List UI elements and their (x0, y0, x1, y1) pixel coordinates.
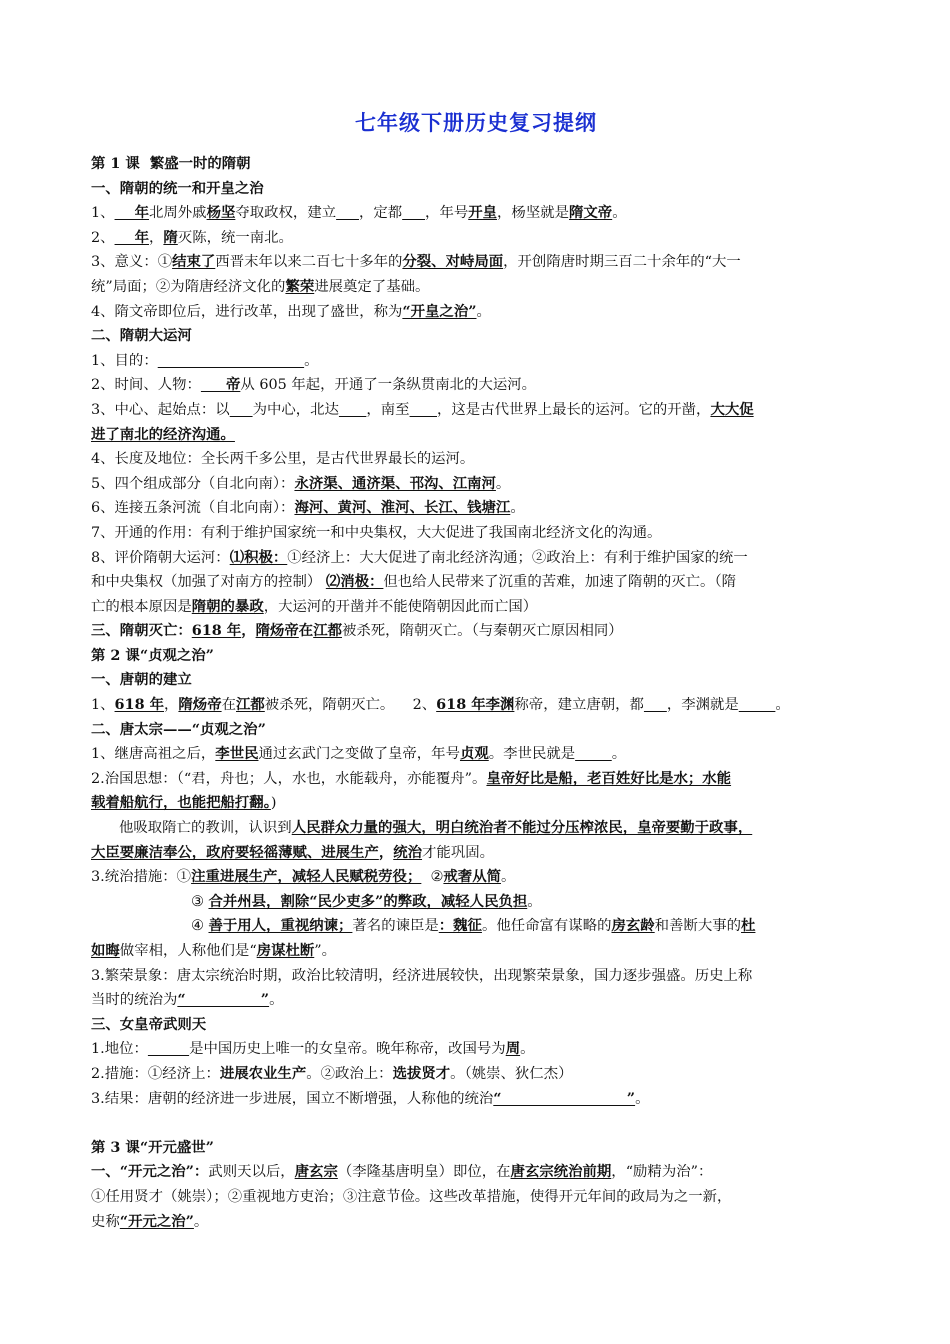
bold-text: 第 2 课“贞观之治” (91, 646, 214, 664)
underlined-text: 进了南北的经济沟通。 (91, 425, 235, 443)
text-line (91, 668, 861, 693)
underlined-text: 分裂、对峙局面 (402, 253, 504, 271)
text-segment: 2.措施：①经济上： (91, 1065, 220, 1082)
text-line (91, 423, 861, 448)
text-segment: 为中心，北达 (252, 401, 339, 418)
text-segment: 在 (221, 697, 236, 714)
underlined-text: “开元之治” (119, 1212, 194, 1230)
document-title: 七年级下册历史复习提纲 (355, 111, 597, 135)
bold-text: 一、唐朝的建立 (91, 671, 192, 689)
text-segment: 史称 (91, 1213, 120, 1230)
text-line (91, 693, 861, 718)
text-segment: 3.统治措施：① (91, 869, 192, 886)
bold-text: 一、“开元之治”： (91, 1163, 209, 1181)
text-segment: 。 (611, 746, 627, 763)
text-segment: 著名的谏臣是 (352, 918, 439, 935)
text-segment: 2、 (91, 229, 115, 246)
text-line (91, 1136, 861, 1161)
text-line (91, 521, 861, 546)
text-line (91, 1037, 861, 1062)
text-line (91, 496, 861, 521)
text-line (91, 152, 861, 177)
text-line (91, 1111, 861, 1136)
text-segment: 1、 (91, 697, 115, 714)
underlined-text: 隋炀帝 (178, 696, 222, 714)
text-line (91, 300, 861, 325)
text-line (91, 939, 861, 964)
text-segment: 3.繁荣景象：唐太宗统治时期，政治比较清明，经济进展较快，出现繁荣景象，国力逐步强盛。历史上称 (91, 967, 753, 984)
text-line (91, 595, 861, 620)
bold-text: 在 (298, 622, 314, 640)
underlined-text: 合并州县，割除“民少吏多”的弊政，减轻人民负担 (208, 892, 528, 910)
text-line (91, 1062, 861, 1087)
text-segment: 。 (775, 697, 790, 714)
text-segment: ， (148, 229, 164, 246)
text-segment: 亡的根本原因是 (91, 598, 192, 615)
underlined-text: 统治 (393, 843, 423, 861)
text-line (91, 1185, 861, 1210)
text-segment: 1.地位： (91, 1041, 148, 1058)
text-segment: 通过玄武门之变做了皇帝，年号 (258, 746, 460, 763)
text-line (91, 841, 861, 866)
underlined-text (739, 697, 776, 713)
underlined-text: 如晦 (91, 942, 120, 959)
text-line (91, 226, 861, 251)
text-segment: 。②政治上： (306, 1065, 393, 1082)
text-segment: 4、长度及地位：全长两千多公里，是古代世界最长的运河。 (91, 451, 475, 468)
text-segment: 夺取政权，建立 (235, 205, 337, 222)
underlined-text: 杜 (741, 917, 756, 935)
underlined-text (339, 402, 366, 418)
document-body (91, 152, 861, 1234)
underlined-text: 戒奢从简 (443, 868, 501, 886)
text-line (91, 914, 861, 939)
text-segment: 。 (304, 352, 319, 369)
underlined-text: 海河、黄河、淮河、长江、钱塘江 (294, 499, 511, 517)
underlined-text: 房谋杜断 (256, 942, 315, 959)
text-line (91, 1013, 861, 1038)
text-line (91, 275, 861, 300)
text-segment: ，开创隋唐时期三百二十余年的“大一 (503, 254, 741, 271)
underlined-text: 618 年李渊 (436, 696, 515, 714)
text-segment: 。李世民就是 (488, 746, 576, 763)
text-segment: 。 (635, 1090, 650, 1107)
underlined-text: 江都 (313, 622, 342, 640)
text-line (91, 570, 861, 595)
bold-text: 二、唐太宗——“贞观之治” (91, 720, 266, 738)
text-line (91, 1160, 861, 1185)
text-line (91, 250, 861, 275)
text-segment: 北周外戚 (148, 205, 207, 222)
text-segment: 。 (527, 893, 542, 910)
text-segment: ) (270, 795, 277, 812)
text-line (91, 546, 861, 571)
underlined-text: “ ” (177, 991, 270, 1009)
text-segment: 1、继唐高祖之后， (91, 746, 216, 763)
underlined-text: 繁荣 (285, 277, 315, 295)
text-segment: 3.结果：唐朝的经济进一步进展，国立不断增强，人称他的统治 (91, 1090, 494, 1107)
text-segment: 但也给人民带来了沉重的苦难，加速了隋朝的灭亡。（隋 (383, 574, 736, 591)
underlined-text: 帝 (200, 376, 241, 394)
underlined-text: 注重进展生产，减轻人民赋税劳役； (191, 868, 422, 886)
text-segment: 2、时间、人物： (91, 377, 201, 394)
text-segment: 1、目的： (91, 352, 158, 369)
text-segment: 8、评价隋朝大运河： (91, 549, 230, 566)
text-line (91, 767, 861, 792)
bold-text: 一、隋朝的统一和开皇之治 (91, 179, 264, 197)
bold-text: ， (241, 622, 256, 640)
text-segment: 。 (520, 1041, 535, 1058)
bold-text: 二、隋朝大运河 (91, 327, 192, 345)
underlined-text (148, 1041, 189, 1057)
underlined-text: ：魏征 (438, 917, 482, 935)
text-segment: ，李渊就是 (666, 697, 739, 714)
text-line (91, 644, 861, 669)
text-segment: 称帝，建立唐朝，都 (514, 697, 644, 714)
text-segment: ，“励精为治”： (611, 1164, 713, 1181)
underlined-text: 大臣要廉洁奉公，政府要轻徭薄赋、进展生产 (91, 843, 379, 861)
text-segment: ，年号 (425, 205, 469, 222)
underlined-text: 年 (114, 228, 149, 246)
underlined-text: ⑴积极： (229, 548, 288, 566)
underlined-text: 结束了 (172, 253, 216, 271)
underlined-text (336, 205, 359, 221)
text-segment: （李隆基唐明皇）即位，在 (337, 1164, 511, 1181)
underlined-text: 贞观 (459, 745, 489, 763)
text-segment: 西晋末年以来二百七十多年的 (215, 254, 403, 271)
text-segment: 5、四个组成部分（自北向南）： (91, 475, 295, 492)
text-segment: ③ (191, 893, 209, 910)
bold-text: 第 3 课“开元盛世” (91, 1138, 214, 1156)
text-line (91, 865, 861, 890)
text-line (91, 349, 861, 374)
text-segment: 。 (476, 303, 491, 320)
text-line (91, 816, 861, 841)
text-segment: 进展奠定了基础。 (314, 278, 430, 295)
text-segment: ，定都 (358, 205, 403, 222)
underlined-text: “开皇之治” (402, 302, 477, 320)
underlined-text: 房玄龄 (611, 917, 655, 935)
underlined-text: 载着船航行，也能把船打翻。 (91, 794, 271, 812)
text-segment: 和中央集权（加强了对南方的控制） (91, 574, 326, 591)
text-segment: 。 (495, 475, 511, 492)
underlined-text (402, 205, 425, 221)
text-segment: 是中国历史上唯一的女皇帝。晚年称帝，改国号为 (189, 1041, 506, 1058)
text-segment: 他吸取隋亡的教训，认识到 (119, 820, 292, 837)
bold-text: 三、隋朝灭亡： (91, 622, 192, 640)
bold-text: 第 1 课 繁盛一时的隋朝 (91, 155, 251, 172)
text-line (91, 791, 861, 816)
text-segment: ④ (191, 918, 209, 935)
underlined-text: 善于用人，重视纳谏； (208, 917, 353, 935)
text-line (91, 324, 861, 349)
text-line (91, 201, 861, 226)
underlined-text: 隋文帝 (569, 204, 613, 222)
underlined-text: 618 年 (114, 696, 164, 714)
text-line (91, 447, 861, 472)
text-segment: 从 605 年起，开通了一条纵贯南北的大运河。 (240, 377, 537, 394)
text-segment: ①任用贤才（姚崇）；②重视地方吏治；③注意节俭。这些改革措施，使得开元年间的政局为之一新， (91, 1188, 732, 1205)
underlined-text: 周 (505, 1040, 521, 1058)
text-line (91, 890, 861, 915)
text-segment: ”。 (314, 943, 336, 959)
text-segment: ，南至 (366, 401, 410, 418)
underlined-text: 618 年 (191, 622, 242, 640)
underlined-text (644, 697, 667, 713)
text-segment: 3、意义：① (91, 254, 173, 271)
text-segment: 。（姚崇、狄仁杰） (450, 1065, 573, 1082)
underlined-text: 人民群众力量的强大，明白统治者不能过分压榨浓民，皇帝要勤于政事， (291, 819, 753, 837)
underlined-text: 皇帝好比是船，老百姓好比是水；水能 (486, 769, 732, 787)
text-segment: 。 (510, 500, 525, 517)
text-segment: ， (164, 697, 179, 714)
text-line (91, 988, 861, 1013)
document-page (91, 108, 861, 1234)
underlined-text: 江都 (236, 696, 265, 714)
text-segment: ，这是古代世界上最长的运河。它的开凿， (437, 401, 711, 418)
underlined-text: 大大促 (710, 400, 754, 418)
underlined-text (575, 746, 612, 762)
text-segment: 。 (269, 992, 284, 1009)
underlined-text: 唐玄宗统治前期 (510, 1163, 612, 1181)
text-segment: 和善断大事的 (654, 918, 742, 935)
bold-text: 三、女皇帝武则天 (91, 1015, 207, 1033)
text-segment: 武则天以后， (208, 1164, 295, 1181)
text-segment: 2.治国思想：（“君，舟也；人，水也，水能载舟，亦能覆舟”。 (91, 770, 487, 787)
text-segment: 被杀死，隋朝灭亡。 2、 (264, 697, 437, 714)
text-line (91, 398, 861, 423)
underlined-text: “ ” (493, 1089, 636, 1107)
bold-text: 进展农业生产 (219, 1064, 307, 1082)
text-line (91, 472, 861, 497)
text-segment: 灭陈，统一南北。 (177, 229, 293, 246)
text-line (91, 718, 861, 743)
text-segment: 4、隋文帝即位后，进行改革，出现了盛世，称为 (91, 303, 403, 320)
text-segment: 7、开通的作用：有利于维护国家统一和中央集权，大大促进了我国南北经济文化的沟通。 (91, 524, 662, 541)
underlined-text: 隋 (163, 228, 178, 246)
underlined-text (230, 402, 253, 418)
underlined-text: 年 (114, 204, 149, 222)
text-segment: 3、中心、起始点：以 (91, 401, 230, 418)
text-segment: 。 (500, 869, 516, 886)
bold-text: 选拔贤才 (392, 1064, 451, 1082)
underlined-text (158, 353, 304, 369)
underlined-text: 唐玄宗 (294, 1163, 338, 1181)
text-segment: 。他任命富有谋略的 (481, 918, 612, 935)
text-line (91, 177, 861, 202)
text-segment: 才能巩固。 (422, 844, 494, 861)
text-segment: 被杀死，隋朝灭亡。（与秦朝灭亡原因相同） (342, 623, 623, 640)
underlined-text: 开皇 (468, 204, 498, 222)
text-segment: ，大运河的开凿并不能使隋朝因此而亡国） (263, 598, 538, 615)
underlined-text: 杨坚 (206, 204, 236, 222)
text-line (91, 742, 861, 767)
underlined-text: 隋炀帝 (255, 622, 299, 640)
text-segment: ，杨坚就是 (497, 205, 569, 222)
text-line (91, 373, 861, 398)
text-segment: 1、 (91, 205, 115, 222)
text-segment: 。 (193, 1213, 209, 1230)
text-line (91, 1087, 861, 1112)
text-segment: 当时的统治为 (91, 992, 178, 1009)
text-line (91, 964, 861, 989)
underlined-text: 隋朝的暴政 (191, 597, 264, 615)
text-segment: 。 (612, 205, 627, 222)
text-segment: 做宰相，人称他们是“ (119, 943, 257, 959)
text-line (91, 1210, 861, 1235)
text-segment: 6、连接五条河流（自北向南）： (91, 500, 295, 517)
text-line (91, 619, 861, 644)
bold-text: ， (378, 843, 394, 861)
text-segment: ② (421, 869, 444, 886)
text-segment: 统”局面；②为隋唐经济文化的 (91, 278, 286, 295)
underlined-text: ⑵消极： (325, 573, 384, 591)
text-segment: ①经济上：大大促进了南北经济沟通；②政治上：有利于维护国家的统一 (287, 549, 748, 566)
underlined-text (410, 402, 437, 418)
underlined-text: 李世民 (215, 745, 259, 763)
underlined-text: 永济渠、通济渠、邗沟、江南河 (294, 474, 496, 492)
